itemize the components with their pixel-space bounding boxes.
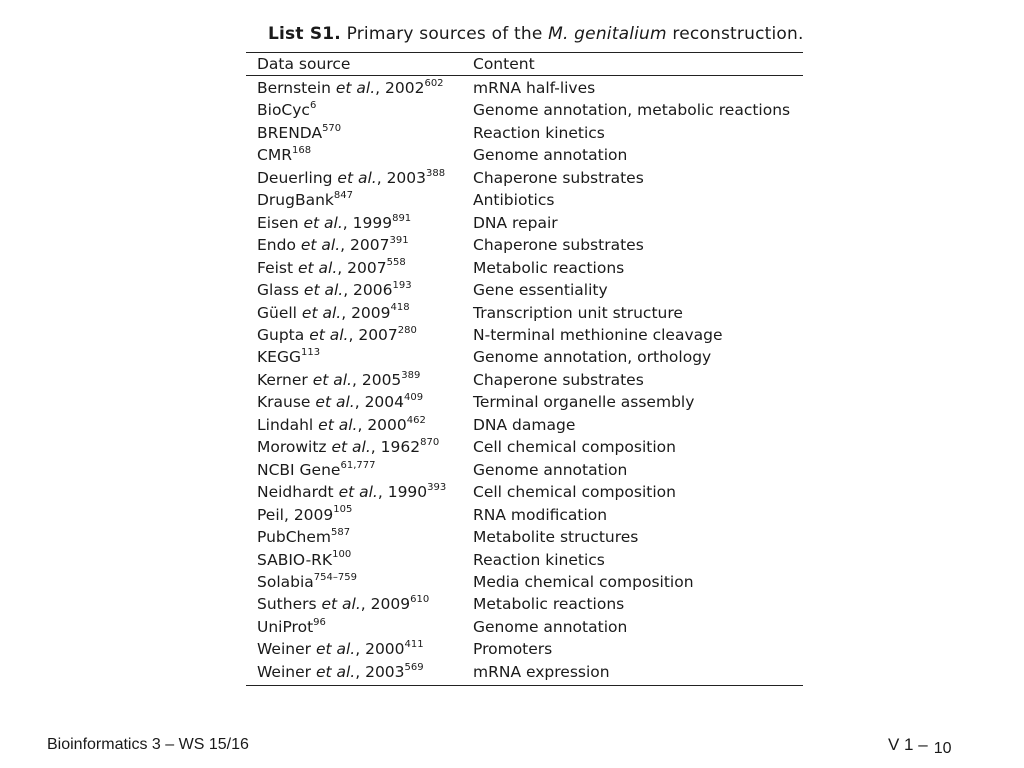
reference-number: 105	[333, 504, 353, 516]
source-name: UniProt	[257, 617, 314, 636]
source-year: 2000	[367, 415, 407, 434]
et-al: et al.	[309, 325, 349, 344]
et-al: et al.	[335, 79, 376, 97]
lecture-label: V 1 –	[888, 735, 928, 754]
source-name: Gupta	[257, 325, 305, 344]
source-name: KEGG	[257, 348, 301, 367]
source-name: Kerner	[257, 370, 308, 389]
content-cell: Genome annotation	[473, 617, 628, 636]
data-source-cell: Lindahl et al., 2000$^{462}$	[257, 414, 426, 434]
reference-number: 891	[392, 212, 412, 224]
table-row	[246, 346, 803, 368]
data-source-cell: Weiner et al., 2000$^{411}$	[257, 639, 424, 659]
table-row	[246, 369, 803, 391]
reference-number: 870	[420, 437, 440, 449]
table-row	[246, 436, 803, 458]
reference-number: 113	[300, 347, 321, 359]
et-al: et al.	[315, 662, 356, 681]
data-source-cell: Glass et al., 2006$^{193}$	[257, 279, 412, 300]
source-year: 2007	[350, 236, 390, 255]
table-row	[246, 122, 803, 144]
header-data-source: Data source	[257, 55, 351, 73]
source-year: 2007	[347, 258, 387, 277]
reference-number: 393	[427, 482, 447, 493]
et-al: et al.	[337, 168, 377, 187]
data-source-cell	[246, 526, 473, 548]
et-al: et al.	[315, 640, 356, 659]
data-source-cell: Endo et al., 2007$^{391}$	[257, 235, 409, 255]
source-name: Neidhardt	[257, 483, 334, 502]
reference-number: 418	[390, 302, 410, 314]
table-row	[246, 189, 803, 211]
data-source-cell: Bernstein et al., 2002$^{602}$	[257, 77, 444, 97]
source-name: Morowitz	[257, 438, 327, 457]
et-al: et al.	[315, 393, 355, 412]
content-cell: Media chemical composition	[473, 572, 694, 591]
data-source-cell: Güell et al., 2009$^{418}$	[257, 302, 410, 322]
source-name: Endo	[257, 236, 296, 255]
source-name: Güell	[257, 303, 297, 322]
table-row	[246, 279, 803, 301]
table-row	[246, 391, 803, 413]
et-al: et al.	[331, 438, 371, 457]
source-year: 2003	[365, 662, 405, 681]
content-cell: DNA damage	[473, 415, 576, 434]
source-name: Eisen	[257, 213, 299, 232]
reference-number: 570	[322, 122, 342, 134]
header-row	[246, 53, 803, 75]
table-row	[246, 324, 803, 346]
content-cell: Genome annotation, orthology	[473, 348, 712, 367]
reference-number: 389	[401, 369, 421, 381]
content-cell: mRNA expression	[473, 662, 610, 681]
content-cell: Genome annotation	[473, 460, 628, 479]
reference-number: 569	[404, 661, 424, 673]
content-cell: Metabolic reactions	[473, 595, 625, 614]
caption-pre: Primary sources of the	[346, 24, 543, 44]
source-year: 1999	[352, 213, 393, 232]
table-row	[246, 526, 803, 548]
table-row	[246, 144, 803, 166]
reference-number: 388	[426, 167, 446, 179]
content-cell: RNA modification	[473, 505, 608, 524]
source-name: BioCyc	[257, 101, 310, 120]
source-year: 2009	[293, 505, 334, 524]
content-cell: N-terminal methionine cleavage	[473, 325, 723, 344]
et-al: et al.	[321, 595, 361, 614]
reference-number: 193	[392, 279, 412, 291]
reference-number: 6	[309, 100, 317, 112]
data-source-cell: Eisen et al., 1999$^{891}$	[257, 212, 412, 232]
table-row	[246, 167, 803, 189]
reference-number: 409	[404, 392, 424, 404]
sources-table	[246, 52, 803, 686]
source-name: Peil	[257, 505, 284, 524]
source-name: Weiner	[257, 640, 311, 659]
table-row	[246, 549, 803, 571]
caption-species: M. genitalium	[548, 24, 667, 44]
source-name: Bernstein	[257, 79, 331, 97]
reference-number: 462	[406, 414, 426, 426]
content-cell: Reaction kinetics	[473, 550, 605, 569]
source-name: Deuerling	[257, 168, 333, 187]
data-source-cell	[246, 144, 473, 166]
content-cell: Chaperone substrates	[473, 236, 644, 255]
table-row	[246, 459, 803, 481]
table-row	[246, 302, 803, 324]
data-source-cell: Kerner et al., 2005$^{389}$	[257, 369, 421, 389]
data-source-cell	[246, 122, 473, 144]
source-year: 2000	[365, 640, 405, 659]
content-cell: Transcription unit structure	[473, 303, 683, 322]
et-al: et al.	[338, 483, 378, 502]
table-row	[246, 99, 803, 121]
source-year: 2007	[358, 325, 398, 344]
reference-number: 168	[291, 145, 312, 157]
source-year: 2009	[351, 303, 391, 322]
source-year: 2004	[364, 393, 405, 412]
content-cell: Metabolite structures	[473, 528, 639, 547]
reference-number: 602	[424, 77, 444, 89]
table-row	[246, 257, 803, 279]
table-row	[246, 504, 803, 526]
data-source-cell	[246, 549, 473, 571]
table-row	[246, 638, 803, 660]
table-row	[246, 76, 803, 99]
content-cell: Cell chemical composition	[473, 483, 676, 502]
source-name: Krause	[257, 393, 311, 412]
et-al: et al.	[312, 370, 352, 389]
source-name: NCBI Gene	[257, 460, 341, 479]
et-al: et al.	[303, 281, 344, 300]
content-cell: Chaperone substrates	[473, 168, 644, 187]
et-al: et al.	[301, 303, 342, 322]
source-name: Suthers	[257, 595, 317, 614]
caption-lead: List S1.	[268, 24, 341, 44]
content-cell: Antibiotics	[473, 191, 555, 210]
table-row	[246, 593, 803, 615]
source-name: PubChem	[257, 528, 332, 547]
data-source-cell: Gupta et al., 2007$^{280}$	[257, 324, 417, 344]
content-cell: mRNA half-lives	[473, 79, 596, 97]
page-number: 10	[933, 740, 952, 757]
data-source-cell: Morowitz et al., 1962$^{870}$	[257, 437, 440, 457]
source-name: Feist	[257, 258, 294, 277]
data-source-cell	[246, 99, 473, 121]
data-source-cell: Neidhardt et al., 1990$^{393}$	[257, 482, 447, 502]
content-cell: Chaperone substrates	[473, 370, 644, 389]
table-row	[246, 212, 803, 234]
reference-number: 754–759	[313, 571, 357, 583]
content-cell: Cell chemical composition	[473, 438, 676, 457]
data-source-cell: Peil, 2009$^{105}$	[257, 504, 353, 524]
content-cell: DNA repair	[473, 213, 558, 232]
source-year: 2002	[385, 79, 425, 97]
source-name: Weiner	[257, 662, 311, 681]
page-footer	[888, 735, 952, 755]
data-source-cell: Krause et al., 2004$^{409}$	[257, 392, 424, 412]
content-cell: Gene essentiality	[473, 281, 608, 300]
data-source-cell: Feist et al., 2007$^{558}$	[257, 257, 406, 277]
table-caption	[268, 24, 804, 44]
reference-number: 280	[397, 324, 417, 336]
table-row	[246, 571, 803, 593]
table-row	[246, 414, 803, 436]
content-cell: Genome annotation, metabolic reactions	[473, 101, 791, 120]
table-row	[246, 661, 803, 683]
data-source-cell	[246, 189, 473, 211]
reference-number: 587	[331, 526, 351, 538]
reference-number: 100	[332, 549, 352, 561]
reference-number: 847	[333, 190, 353, 202]
source-year: 1990	[387, 483, 428, 502]
table-row	[246, 234, 803, 256]
source-year: 2003	[386, 168, 427, 187]
reference-number: 558	[386, 257, 406, 269]
data-source-cell	[246, 346, 473, 368]
source-year: 2006	[353, 281, 393, 300]
reference-number: 610	[410, 594, 430, 606]
content-cell: Metabolic reactions	[473, 258, 625, 277]
source-year: 2009	[370, 595, 411, 614]
content-cell: Genome annotation	[473, 146, 628, 165]
caption-post: reconstruction.	[672, 24, 804, 44]
data-source-cell	[246, 616, 473, 638]
reference-number: 96	[313, 616, 326, 628]
data-source-cell: Deuerling et al., 2003$^{388}$	[257, 167, 446, 187]
et-al: et al.	[298, 258, 338, 277]
table-row	[246, 481, 803, 503]
data-source-cell: Suthers et al., 2009$^{610}$	[257, 594, 430, 614]
table-body	[246, 76, 803, 683]
source-name: Solabia	[257, 572, 314, 591]
et-al: et al.	[303, 213, 343, 232]
source-name: Lindahl	[257, 415, 314, 434]
source-name: BRENDA	[257, 123, 323, 142]
table-row	[246, 616, 803, 638]
content-cell: Promoters	[473, 640, 553, 659]
source-name: DrugBank	[257, 191, 334, 210]
reference-number: 411	[404, 639, 424, 651]
et-al: et al.	[318, 415, 358, 434]
source-year: 2005	[361, 370, 402, 389]
source-name: SABIO-RK	[257, 550, 333, 569]
bottom-rule	[246, 685, 803, 686]
et-al: et al.	[300, 236, 341, 255]
content-cell: Terminal organelle assembly	[473, 393, 695, 412]
source-name: Glass	[257, 281, 299, 300]
reference-number: 391	[389, 235, 409, 247]
source-name: CMR	[257, 146, 292, 165]
content-cell: Reaction kinetics	[473, 123, 605, 142]
source-year: 1962	[380, 438, 421, 457]
header-content: Content	[473, 55, 535, 73]
data-source-cell	[246, 459, 473, 481]
reference-number: 61,777	[340, 459, 376, 471]
data-source-cell: Weiner et al., 2003$^{569}$	[257, 661, 424, 681]
data-source-cell	[246, 571, 473, 593]
course-footer: Bioinformatics 3 – WS 15/16	[47, 736, 249, 753]
